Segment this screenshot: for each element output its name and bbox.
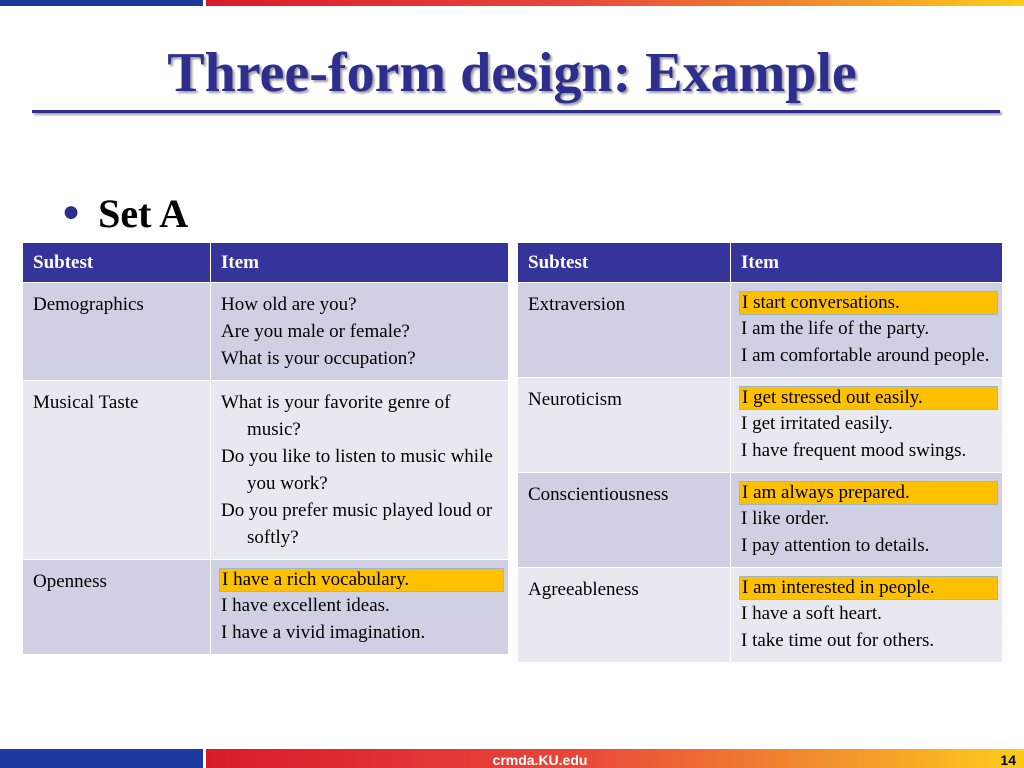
table-row [518,473,1003,568]
item-cell [731,283,1003,378]
top-accent-bar [0,0,1024,6]
subtest-cell: Agreeableness [518,568,731,663]
item-line: I pay attention to details. [741,535,930,556]
anchor-item-highlight: I am always prepared. [739,481,998,505]
item-line: I get irritated easily. [741,413,893,434]
item-line: What is your favorite genre of music? [221,392,451,440]
item-cell [731,378,1003,473]
table-row [518,283,1003,378]
header-subtest: Subtest [518,243,731,283]
item-line: I like order. [741,508,830,529]
header-item: Item [731,243,1003,283]
item-line: How old are you? [221,294,357,315]
title-underline [32,110,1000,113]
item-cell [211,560,509,655]
item-line: I take time out for others. [741,630,935,651]
header-subtest: Subtest [23,243,211,283]
table-row [23,560,509,655]
anchor-item-highlight: I get stressed out easily. [739,386,998,410]
subtest-cell: Conscientiousness [518,473,731,568]
anchor-item-highlight: I start conversations. [739,291,998,315]
subtest-cell: Musical Taste [23,381,211,560]
item-line: I am comfortable around people. [741,345,990,366]
item-line: Are you male or female? [221,321,410,342]
item-cell [731,473,1003,568]
table-row [518,568,1003,663]
item-cell [211,381,509,560]
header-item: Item [211,243,509,283]
bullet-dot-icon: ● [62,195,81,228]
item-line: I am the life of the party. [741,318,930,339]
subtest-cell: Openness [23,560,211,655]
item-line: I have a vivid imagination. [221,622,426,643]
page-number: 14 [1000,752,1016,768]
item-cell [731,568,1003,663]
table-header-row [23,243,509,283]
top-bar-gradient-segment [206,0,1024,6]
right-subtest-table [517,242,1003,663]
anchor-item-highlight: I am interested in people. [739,576,998,600]
subtest-cell: Extraversion [518,283,731,378]
table-row [23,283,509,381]
item-line: I have excellent ideas. [221,595,390,616]
item-line: Do you prefer music played loud or softly? [221,500,493,548]
bullet-text: Set A [98,191,189,236]
table-row [23,381,509,560]
item-cell [211,283,509,381]
top-bar-blue-segment [0,0,203,6]
item-line: What is your occupation? [221,348,416,369]
item-line: I have a soft heart. [741,603,882,624]
bullet-set-a [62,186,188,240]
table-header-row [518,243,1003,283]
subtest-cell: Demographics [23,283,211,381]
item-line: Do you like to listen to music while you work? [221,446,493,494]
item-line: I have frequent mood swings. [741,440,967,461]
anchor-item-highlight: I have a rich vocabulary. [219,568,504,592]
footer-url: crmda.KU.edu [492,752,588,768]
left-subtest-table [22,242,509,655]
table-row [518,378,1003,473]
slide-title: Three-form design: Example [167,42,857,104]
subtest-cell: Neuroticism [518,378,731,473]
